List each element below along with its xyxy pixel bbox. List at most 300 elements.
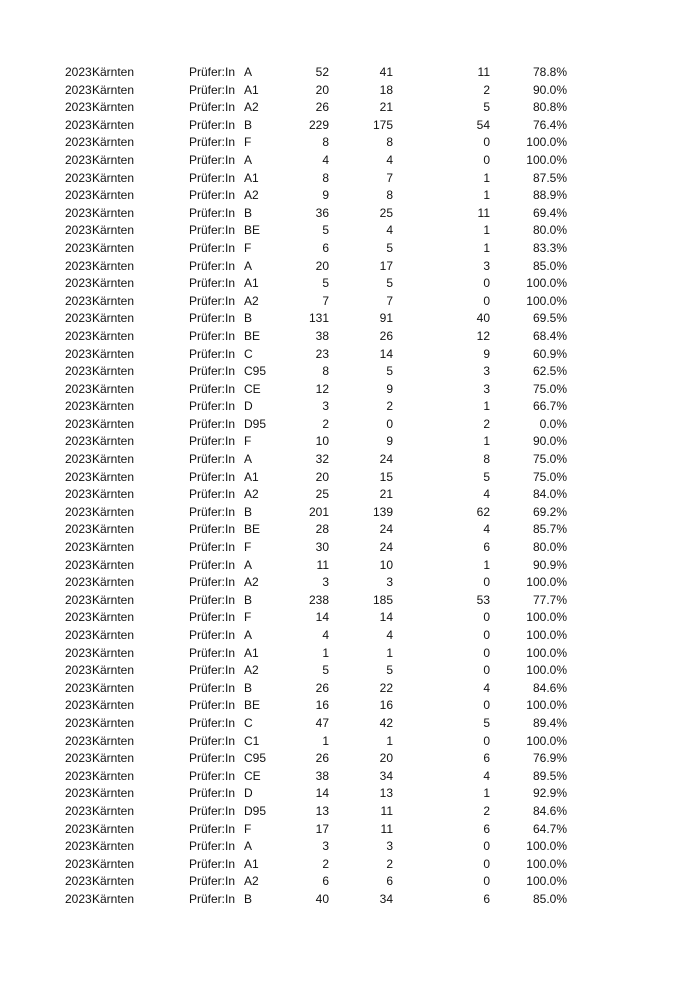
- examiner-cell: Prüfer:In: [189, 610, 236, 625]
- table-row: [0, 170, 700, 188]
- failed-count-cell: 0: [483, 698, 490, 713]
- year-cell: 2023: [65, 557, 92, 572]
- year-cell: 2023: [65, 258, 92, 273]
- passed-count-cell: 24: [379, 452, 393, 467]
- license-class-cell: C: [244, 715, 253, 730]
- examiner-cell: Prüfer:In: [189, 839, 236, 854]
- failed-count-cell: 5: [483, 100, 490, 115]
- total-count-cell: 20: [315, 258, 329, 273]
- table-row: [0, 715, 700, 733]
- license-class-cell: CE: [244, 768, 261, 783]
- region-cell: Kärnten: [92, 364, 135, 379]
- table-row: [0, 258, 700, 276]
- pass-rate-cell: 76.4%: [532, 117, 567, 132]
- failed-count-cell: 12: [476, 328, 490, 343]
- license-class-cell: D: [244, 399, 253, 414]
- region-cell: Kärnten: [92, 487, 135, 502]
- pass-rate-cell: 90.0%: [532, 434, 567, 449]
- region-cell: Kärnten: [92, 170, 135, 185]
- license-class-cell: BE: [244, 698, 261, 713]
- total-count-cell: 2: [322, 856, 329, 871]
- table-row: [0, 821, 700, 839]
- failed-count-cell: 0: [483, 135, 490, 150]
- pass-rate-cell: 60.9%: [532, 346, 567, 361]
- passed-count-cell: 24: [379, 540, 393, 555]
- failed-count-cell: 4: [483, 487, 490, 502]
- total-count-cell: 20: [315, 82, 329, 97]
- year-cell: 2023: [65, 786, 92, 801]
- passed-count-cell: 9: [386, 381, 393, 396]
- year-cell: 2023: [65, 663, 92, 678]
- license-class-cell: A1: [244, 645, 259, 660]
- total-count-cell: 6: [322, 874, 329, 889]
- passed-count-cell: 5: [386, 364, 393, 379]
- table-row: [0, 64, 700, 82]
- failed-count-cell: 5: [483, 469, 490, 484]
- year-cell: 2023: [65, 293, 92, 308]
- failed-count-cell: 1: [483, 399, 490, 414]
- table-row: [0, 433, 700, 451]
- pass-rate-cell: 69.5%: [532, 311, 567, 326]
- passed-count-cell: 3: [386, 839, 393, 854]
- pass-rate-cell: 89.5%: [532, 768, 567, 783]
- license-class-cell: F: [244, 240, 252, 255]
- failed-count-cell: 11: [477, 205, 490, 220]
- failed-count-cell: 2: [483, 82, 490, 97]
- table-row: [0, 873, 700, 891]
- region-cell: Kärnten: [92, 100, 135, 115]
- license-class-cell: A1: [244, 276, 259, 291]
- table-row: [0, 240, 700, 258]
- pass-rate-cell: 69.4%: [532, 205, 567, 220]
- failed-count-cell: 6: [483, 540, 490, 555]
- total-count-cell: 26: [315, 751, 329, 766]
- pass-rate-cell: 80.0%: [532, 223, 567, 238]
- region-cell: Kärnten: [92, 645, 135, 660]
- table-row: [0, 134, 700, 152]
- examiner-cell: Prüfer:In: [189, 328, 236, 343]
- license-class-cell: A2: [244, 487, 259, 502]
- year-cell: 2023: [65, 768, 92, 783]
- pass-rate-cell: 88.9%: [532, 188, 567, 203]
- license-class-cell: B: [244, 117, 253, 132]
- table-row: [0, 469, 700, 487]
- total-count-cell: 6: [322, 240, 329, 255]
- license-class-cell: F: [244, 434, 252, 449]
- failed-count-cell: 3: [483, 364, 490, 379]
- passed-count-cell: 21: [379, 100, 393, 115]
- license-class-cell: BE: [244, 223, 261, 238]
- year-cell: 2023: [65, 592, 92, 607]
- examiner-cell: Prüfer:In: [189, 416, 236, 431]
- examiner-cell: Prüfer:In: [189, 240, 236, 255]
- license-class-cell: A2: [244, 293, 259, 308]
- region-cell: Kärnten: [92, 663, 135, 678]
- pass-rate-cell: 100.0%: [526, 856, 567, 871]
- pass-rate-cell: 84.6%: [532, 680, 567, 695]
- passed-count-cell: 4: [386, 223, 393, 238]
- region-cell: Kärnten: [92, 416, 135, 431]
- passed-count-cell: 8: [386, 135, 393, 150]
- total-count-cell: 4: [322, 152, 329, 167]
- total-count-cell: 17: [315, 821, 329, 836]
- table-row: [0, 891, 700, 909]
- failed-count-cell: 5: [483, 715, 490, 730]
- failed-count-cell: 0: [483, 874, 490, 889]
- total-count-cell: 2: [322, 416, 329, 431]
- failed-count-cell: 1: [483, 786, 490, 801]
- passed-count-cell: 24: [379, 522, 393, 537]
- failed-count-cell: 1: [483, 170, 490, 185]
- failed-count-cell: 40: [476, 311, 490, 326]
- region-cell: Kärnten: [92, 592, 135, 607]
- total-count-cell: 23: [315, 346, 329, 361]
- pass-rate-cell: 100.0%: [526, 874, 567, 889]
- table-row: [0, 310, 700, 328]
- region-cell: Kärnten: [92, 803, 135, 818]
- passed-count-cell: 91: [379, 311, 393, 326]
- license-class-cell: A: [244, 65, 253, 79]
- examiner-cell: Prüfer:In: [189, 65, 236, 79]
- total-count-cell: 5: [322, 276, 329, 291]
- table-row: [0, 609, 700, 627]
- exam-results-table: [0, 64, 700, 909]
- year-cell: 2023: [65, 82, 92, 97]
- region-cell: Kärnten: [92, 311, 135, 326]
- total-count-cell: 12: [315, 381, 329, 396]
- pass-rate-cell: 100.0%: [526, 839, 567, 854]
- passed-count-cell: 2: [386, 399, 393, 414]
- total-count-cell: 38: [315, 768, 329, 783]
- region-cell: Kärnten: [92, 434, 135, 449]
- license-class-cell: F: [244, 610, 252, 625]
- region-cell: Kärnten: [92, 293, 135, 308]
- table-row: [0, 381, 700, 399]
- year-cell: 2023: [65, 751, 92, 766]
- total-count-cell: 7: [322, 293, 329, 308]
- region-cell: Kärnten: [92, 628, 135, 642]
- table-row: [0, 856, 700, 874]
- region-cell: Kärnten: [92, 557, 135, 572]
- examiner-cell: Prüfer:In: [189, 504, 236, 519]
- failed-count-cell: 6: [483, 751, 490, 766]
- passed-count-cell: 0: [386, 416, 393, 431]
- failed-count-cell: 3: [483, 258, 490, 273]
- region-cell: Kärnten: [92, 381, 135, 396]
- examiner-cell: Prüfer:In: [189, 399, 236, 414]
- failed-count-cell: 6: [483, 821, 490, 836]
- passed-count-cell: 15: [379, 469, 393, 484]
- passed-count-cell: 175: [372, 117, 393, 132]
- region-cell: Kärnten: [92, 399, 135, 414]
- total-count-cell: 229: [308, 117, 329, 132]
- year-cell: 2023: [65, 276, 92, 291]
- pass-rate-cell: 84.6%: [532, 803, 567, 818]
- examiner-cell: Prüfer:In: [189, 100, 236, 115]
- region-cell: Kärnten: [92, 82, 135, 97]
- pass-rate-cell: 100.0%: [526, 698, 567, 713]
- passed-count-cell: 13: [379, 786, 393, 801]
- total-count-cell: 1: [322, 645, 329, 660]
- year-cell: 2023: [65, 821, 92, 836]
- year-cell: 2023: [65, 469, 92, 484]
- region-cell: Kärnten: [92, 205, 135, 220]
- license-class-cell: BE: [244, 522, 261, 537]
- passed-count-cell: 14: [379, 610, 393, 625]
- passed-count-cell: 5: [386, 276, 393, 291]
- failed-count-cell: 1: [483, 223, 490, 238]
- table-row: [0, 662, 700, 680]
- pass-rate-cell: 75.0%: [532, 381, 567, 396]
- failed-count-cell: 0: [483, 645, 490, 660]
- failed-count-cell: 2: [483, 416, 490, 431]
- examiner-cell: Prüfer:In: [189, 856, 236, 871]
- license-class-cell: A2: [244, 100, 259, 115]
- year-cell: 2023: [65, 65, 92, 79]
- year-cell: 2023: [65, 839, 92, 854]
- table-row: [0, 557, 700, 575]
- table-row: [0, 398, 700, 416]
- year-cell: 2023: [65, 434, 92, 449]
- license-class-cell: CE: [244, 381, 261, 396]
- total-count-cell: 40: [315, 891, 329, 906]
- year-cell: 2023: [65, 223, 92, 238]
- year-cell: 2023: [65, 399, 92, 414]
- license-class-cell: B: [244, 311, 253, 326]
- license-class-cell: A2: [244, 188, 259, 203]
- total-count-cell: 3: [322, 399, 329, 414]
- examiner-cell: Prüfer:In: [189, 663, 236, 678]
- license-class-cell: C1: [244, 733, 260, 748]
- examiner-cell: Prüfer:In: [189, 469, 236, 484]
- license-class-cell: A2: [244, 874, 259, 889]
- total-count-cell: 3: [322, 839, 329, 854]
- license-class-cell: A1: [244, 170, 259, 185]
- examiner-cell: Prüfer:In: [189, 680, 236, 695]
- pass-rate-cell: 66.7%: [532, 399, 567, 414]
- total-count-cell: 28: [315, 522, 329, 537]
- total-count-cell: 9: [322, 188, 329, 203]
- examiner-cell: Prüfer:In: [189, 540, 236, 555]
- license-class-cell: B: [244, 891, 253, 906]
- examiner-cell: Prüfer:In: [189, 223, 236, 238]
- region-cell: Kärnten: [92, 751, 135, 766]
- year-cell: 2023: [65, 487, 92, 502]
- region-cell: Kärnten: [92, 240, 135, 255]
- failed-count-cell: 9: [483, 346, 490, 361]
- table-row: [0, 539, 700, 557]
- license-class-cell: A: [244, 152, 253, 167]
- total-count-cell: 131: [308, 311, 329, 326]
- region-cell: Kärnten: [92, 786, 135, 801]
- year-cell: 2023: [65, 540, 92, 555]
- year-cell: 2023: [65, 698, 92, 713]
- total-count-cell: 14: [315, 786, 329, 801]
- region-cell: Kärnten: [92, 610, 135, 625]
- examiner-cell: Prüfer:In: [189, 82, 236, 97]
- table-row: [0, 785, 700, 803]
- failed-count-cell: 0: [483, 733, 490, 748]
- total-count-cell: 5: [322, 223, 329, 238]
- year-cell: 2023: [65, 152, 92, 167]
- region-cell: Kärnten: [92, 188, 135, 203]
- pass-rate-cell: 64.7%: [532, 821, 567, 836]
- total-count-cell: 13: [315, 803, 329, 818]
- table-row: [0, 750, 700, 768]
- license-class-cell: A: [244, 839, 253, 854]
- license-class-cell: B: [244, 592, 253, 607]
- table-row: [0, 486, 700, 504]
- passed-count-cell: 22: [379, 680, 393, 695]
- pass-rate-cell: 100.0%: [526, 135, 567, 150]
- passed-count-cell: 1: [386, 733, 393, 748]
- total-count-cell: 38: [315, 328, 329, 343]
- examiner-cell: Prüfer:In: [189, 258, 236, 273]
- passed-count-cell: 8: [386, 188, 393, 203]
- passed-count-cell: 20: [379, 751, 393, 766]
- pass-rate-cell: 100.0%: [526, 610, 567, 625]
- table-row: [0, 592, 700, 610]
- license-class-cell: A: [244, 557, 253, 572]
- year-cell: 2023: [65, 628, 92, 642]
- passed-count-cell: 1: [386, 645, 393, 660]
- failed-count-cell: 0: [483, 856, 490, 871]
- examiner-cell: Prüfer:In: [189, 135, 236, 150]
- failed-count-cell: 54: [476, 117, 490, 132]
- passed-count-cell: 139: [372, 504, 393, 519]
- year-cell: 2023: [65, 733, 92, 748]
- table-row: [0, 187, 700, 205]
- passed-count-cell: 7: [386, 293, 393, 308]
- failed-count-cell: 3: [483, 381, 490, 396]
- table-row: [0, 416, 700, 434]
- license-class-cell: C95: [244, 751, 267, 766]
- table-row: [0, 451, 700, 469]
- passed-count-cell: 9: [386, 434, 393, 449]
- region-cell: Kärnten: [92, 874, 135, 889]
- table-row: [0, 768, 700, 786]
- pass-rate-cell: 100.0%: [526, 645, 567, 660]
- year-cell: 2023: [65, 715, 92, 730]
- failed-count-cell: 4: [483, 768, 490, 783]
- region-cell: Kärnten: [92, 698, 135, 713]
- table-row: [0, 574, 700, 592]
- pass-rate-cell: 78.8%: [532, 65, 567, 79]
- pass-rate-cell: 77.7%: [532, 592, 567, 607]
- pass-rate-cell: 100.0%: [526, 276, 567, 291]
- failed-count-cell: 11: [477, 65, 490, 79]
- region-cell: Kärnten: [92, 891, 135, 906]
- year-cell: 2023: [65, 874, 92, 889]
- region-cell: Kärnten: [92, 135, 135, 150]
- license-class-cell: F: [244, 821, 252, 836]
- pass-rate-cell: 69.2%: [532, 504, 567, 519]
- license-class-cell: F: [244, 135, 252, 150]
- examiner-cell: Prüfer:In: [189, 276, 236, 291]
- examiner-cell: Prüfer:In: [189, 751, 236, 766]
- total-count-cell: 8: [322, 135, 329, 150]
- pass-rate-cell: 100.0%: [526, 663, 567, 678]
- failed-count-cell: 6: [483, 891, 490, 906]
- passed-count-cell: 2: [386, 856, 393, 871]
- license-class-cell: A: [244, 258, 253, 273]
- region-cell: Kärnten: [92, 469, 135, 484]
- total-count-cell: 52: [315, 65, 329, 79]
- total-count-cell: 25: [315, 487, 329, 502]
- passed-count-cell: 41: [379, 65, 393, 79]
- year-cell: 2023: [65, 188, 92, 203]
- failed-count-cell: 0: [483, 276, 490, 291]
- examiner-cell: Prüfer:In: [189, 170, 236, 185]
- passed-count-cell: 14: [379, 346, 393, 361]
- table-row: [0, 328, 700, 346]
- table-row: [0, 521, 700, 539]
- region-cell: Kärnten: [92, 680, 135, 695]
- pass-rate-cell: 75.0%: [532, 469, 567, 484]
- license-class-cell: A1: [244, 82, 259, 97]
- examiner-cell: Prüfer:In: [189, 733, 236, 748]
- examiner-cell: Prüfer:In: [189, 346, 236, 361]
- examiner-cell: Prüfer:In: [189, 575, 236, 590]
- passed-count-cell: 11: [380, 803, 393, 818]
- year-cell: 2023: [65, 311, 92, 326]
- table-row: [0, 733, 700, 751]
- pass-rate-cell: 62.5%: [532, 364, 567, 379]
- passed-count-cell: 5: [386, 240, 393, 255]
- examiner-cell: Prüfer:In: [189, 205, 236, 220]
- license-class-cell: D: [244, 786, 253, 801]
- license-class-cell: B: [244, 504, 253, 519]
- pass-rate-cell: 92.9%: [532, 786, 567, 801]
- table-row: [0, 645, 700, 663]
- year-cell: 2023: [65, 364, 92, 379]
- region-cell: Kärnten: [92, 276, 135, 291]
- year-cell: 2023: [65, 240, 92, 255]
- year-cell: 2023: [65, 645, 92, 660]
- total-count-cell: 4: [322, 628, 329, 642]
- table-row: [0, 152, 700, 170]
- pass-rate-cell: 85.0%: [532, 891, 567, 906]
- passed-count-cell: 34: [379, 768, 393, 783]
- total-count-cell: 3: [322, 575, 329, 590]
- year-cell: 2023: [65, 803, 92, 818]
- failed-count-cell: 1: [483, 188, 490, 203]
- passed-count-cell: 26: [379, 328, 393, 343]
- year-cell: 2023: [65, 891, 92, 906]
- license-class-cell: B: [244, 680, 253, 695]
- region-cell: Kärnten: [92, 839, 135, 854]
- year-cell: 2023: [65, 205, 92, 220]
- passed-count-cell: 25: [379, 205, 393, 220]
- year-cell: 2023: [65, 117, 92, 132]
- year-cell: 2023: [65, 416, 92, 431]
- pass-rate-cell: 80.0%: [532, 540, 567, 555]
- examiner-cell: Prüfer:In: [189, 152, 236, 167]
- year-cell: 2023: [65, 504, 92, 519]
- total-count-cell: 36: [315, 205, 329, 220]
- failed-count-cell: 4: [483, 522, 490, 537]
- table-row: [0, 504, 700, 522]
- license-class-cell: C: [244, 346, 253, 361]
- region-cell: Kärnten: [92, 715, 135, 730]
- failed-count-cell: 53: [476, 592, 490, 607]
- pass-rate-cell: 100.0%: [526, 733, 567, 748]
- failed-count-cell: 0: [483, 610, 490, 625]
- passed-count-cell: 7: [386, 170, 393, 185]
- total-count-cell: 5: [322, 663, 329, 678]
- examiner-cell: Prüfer:In: [189, 452, 236, 467]
- total-count-cell: 8: [322, 364, 329, 379]
